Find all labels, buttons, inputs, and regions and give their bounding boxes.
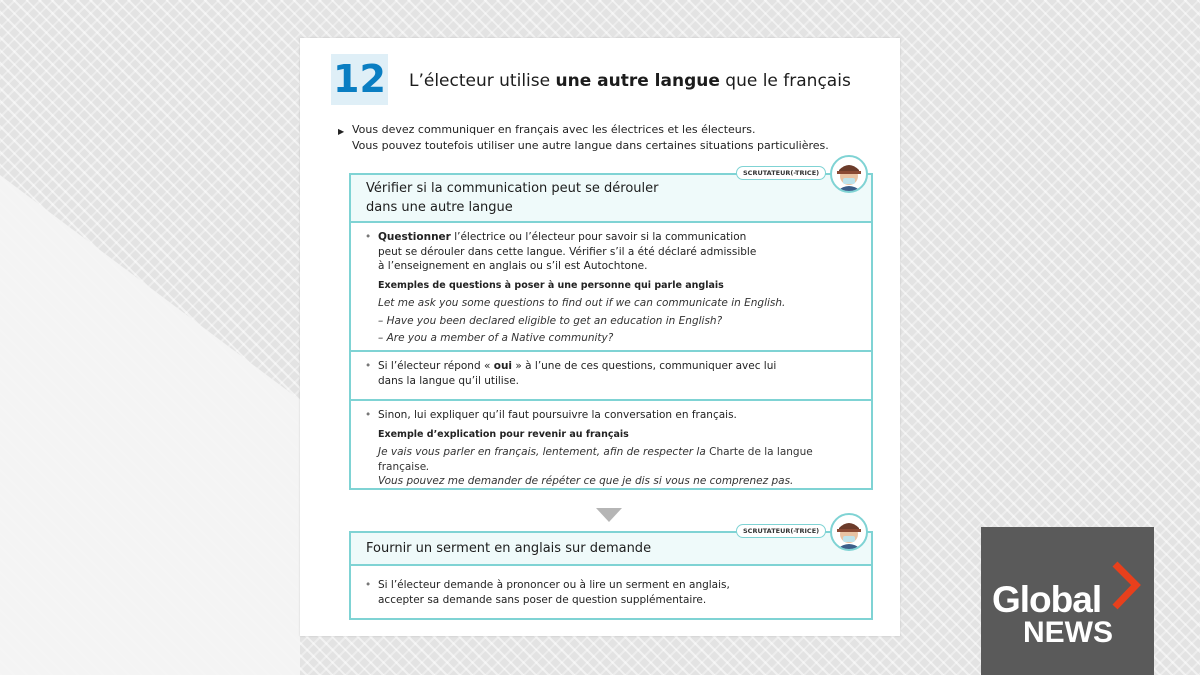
role-tag-2: SCRUTATEUR(-TRICE) <box>736 524 826 538</box>
box1-heading-line2: dans une autre langue <box>366 200 513 215</box>
background-shape <box>0 175 300 675</box>
down-arrow-icon <box>596 508 622 522</box>
oath-box <box>349 531 873 620</box>
document-page <box>300 38 900 636</box>
english-question-2: – Are you a member of a Native community? <box>378 332 614 344</box>
bullet-icon: • <box>365 579 372 591</box>
otherwise-line: Sinon, lui expliquer qu’il faut poursuivre la conversation en français. <box>378 409 737 421</box>
logo-global-text: Global <box>992 579 1102 620</box>
intro-line-1: Vous devez communiquer en français avec les électrices et les électeurs. <box>352 123 756 136</box>
explanation-subtitle: Exemple d’explication pour revenir au français <box>378 428 629 440</box>
intro-text <box>338 122 829 154</box>
charter-name: Charte de la langue française <box>378 446 813 473</box>
question-line-3: à l’enseignement en anglais ou s’il est Autochtone. <box>378 260 648 272</box>
yes-bold: oui <box>493 360 513 372</box>
global-news-logo <box>981 527 1154 675</box>
bullet-icon: • <box>365 231 372 243</box>
examples-subtitle: Exemples de questions à poser à une personne qui parle anglais <box>378 279 724 291</box>
section-number: 12 <box>331 54 388 105</box>
question-text-1: l’électrice ou l’électeur pour savoir si la communication <box>450 231 747 243</box>
box1-heading-line1: Vérifier si la communication peut se dérouler <box>366 181 659 196</box>
clerk-avatar-icon <box>830 155 868 193</box>
logo-news-text: NEWS <box>1023 616 1113 649</box>
role-tag: SCRUTATEUR(-TRICE) <box>736 166 826 180</box>
box1-heading <box>351 175 871 223</box>
english-question-1: – Have you been declared eligible to get an education in English? <box>378 314 723 327</box>
bullet-icon: • <box>365 409 372 421</box>
logo-arrow-icon <box>1112 561 1142 611</box>
title-prefix: L’électeur utilise <box>409 71 556 91</box>
explanation-line-2: Vous pouvez me demander de répéter ce que je dis si vous ne comprenez pas. <box>378 475 794 487</box>
intro-line-2: Vous pouvez toutefois utiliser une autre langue dans certaines situations particulières. <box>352 139 829 152</box>
explanation-text-a: Je vais vous parler en français, lentement, afin de respecter la <box>378 446 710 458</box>
triangle-right-icon: ▶ <box>338 127 345 136</box>
explanation-text-c: . <box>426 460 430 473</box>
title-bold: une autre langue <box>555 71 720 91</box>
oath-line-2: accepter sa demande sans poser de question supplémentaire. <box>378 593 707 606</box>
box1-section-otherwise <box>351 399 871 488</box>
explanation-line-1 <box>378 445 856 474</box>
yes-text-a: Si l’électeur répond « <box>378 360 494 372</box>
box1-section-yes <box>351 350 871 399</box>
yes-line-1 <box>378 359 856 374</box>
yes-text-b: » à l’une de ces questions, communiquer avec lui <box>512 360 777 372</box>
question-bold: Questionner <box>378 231 451 243</box>
box1-section-question <box>351 223 871 350</box>
clerk-avatar-icon <box>830 513 868 551</box>
page-title <box>409 71 851 91</box>
question-line-1 <box>378 230 856 245</box>
box2-section <box>351 566 871 607</box>
bullet-icon: • <box>365 360 372 372</box>
oath-line-1: Si l’électeur demande à prononcer ou à lire un serment en anglais, <box>378 579 730 591</box>
question-line-2: peut se dérouler dans cette langue. Vérifier s’il a été déclaré admissible <box>378 245 757 258</box>
box2-heading: Fournir un serment en anglais sur demande <box>351 533 871 566</box>
verify-language-box <box>349 173 873 490</box>
title-suffix: que le français <box>719 71 851 91</box>
english-question-intro: Let me ask you some questions to find out if we can communicate in English. <box>378 297 786 309</box>
yes-line-2: dans la langue qu’il utilise. <box>378 374 519 387</box>
